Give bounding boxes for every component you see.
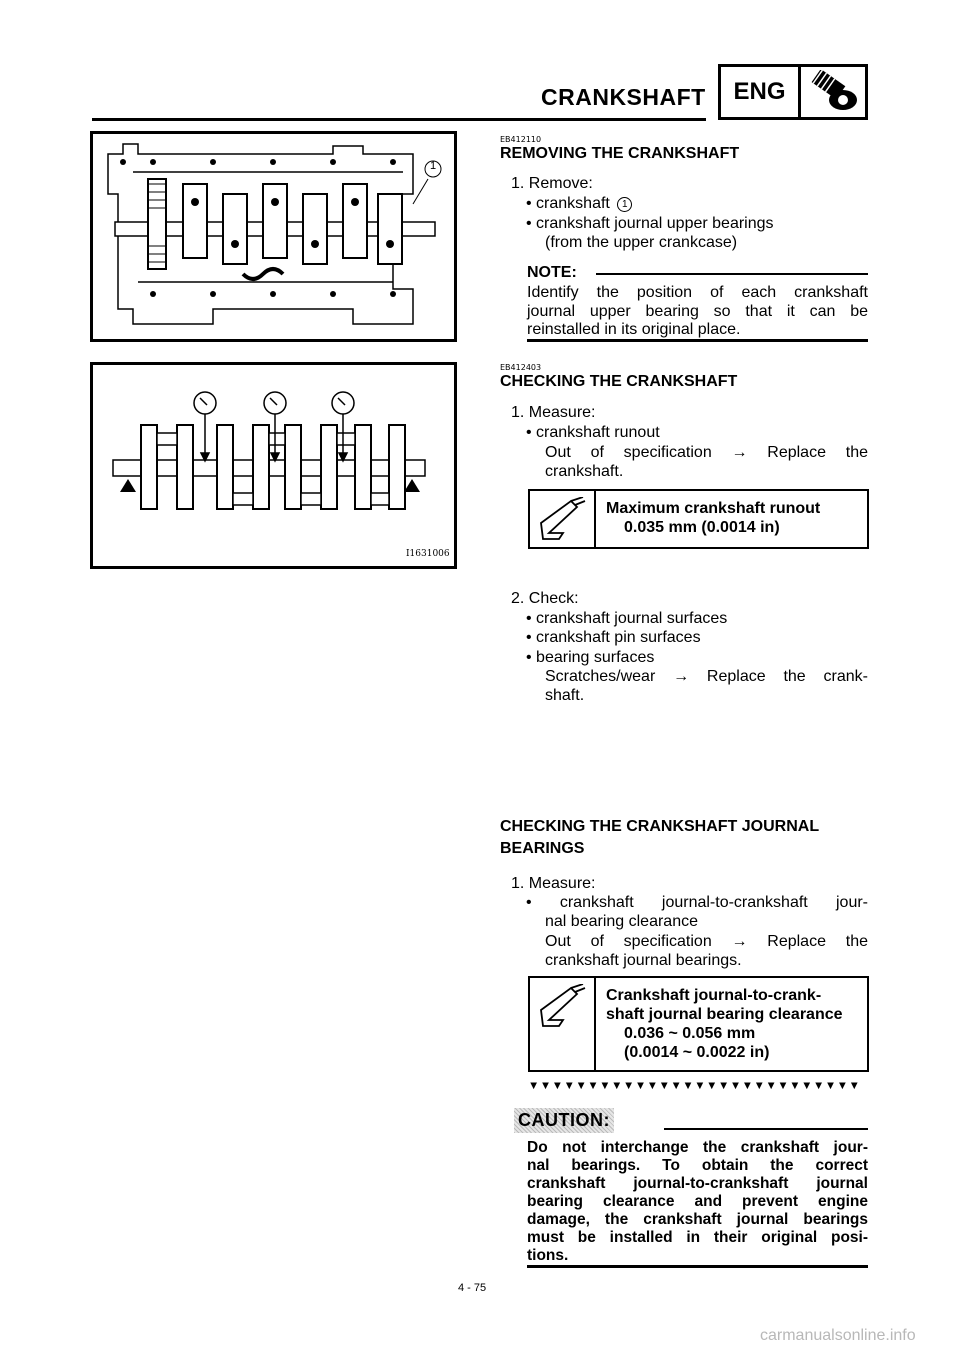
step-check: 2. Check: bbox=[511, 590, 579, 607]
scratches-instruction: Scratches/wear → Replace the crank- bbox=[545, 668, 868, 685]
spec-label-cont: shaft journal bearing clearance bbox=[606, 1006, 843, 1023]
bullet-text: • crankshaft bbox=[526, 195, 610, 212]
bullet-journal-surfaces: • crankshaft journal surfaces bbox=[526, 610, 728, 627]
spec-label: Crankshaft journal-to-crank- bbox=[606, 987, 822, 1004]
caution-line: must be installed in their original posi- bbox=[527, 1229, 868, 1246]
crankshaft-removal-figure bbox=[90, 131, 457, 342]
note-rule-top bbox=[596, 273, 868, 275]
figure-code: I1631006 bbox=[406, 549, 450, 559]
section-title-cont: BEARINGS bbox=[500, 840, 585, 857]
section-tab bbox=[718, 64, 868, 120]
runout-spec-box bbox=[528, 489, 869, 549]
bullet-upper-bearings-cont: (from the upper crankcase) bbox=[545, 234, 738, 251]
caution-line: tions. bbox=[527, 1247, 569, 1264]
caution-label: CAUTION: bbox=[514, 1108, 614, 1133]
section-code: EB412110 bbox=[500, 135, 542, 144]
header-rule bbox=[92, 118, 706, 121]
crankshaft-runout-figure bbox=[90, 362, 457, 569]
section-code: EB412403 bbox=[500, 363, 542, 372]
clearance-instruction-cont: crankshaft journal bearings. bbox=[545, 952, 742, 969]
note-rule-bottom bbox=[527, 339, 868, 342]
spec-label: Maximum crankshaft runout bbox=[606, 500, 821, 517]
scratches-instruction-cont: shaft. bbox=[545, 687, 585, 704]
section-title: CHECKING THE CRANKSHAFT bbox=[500, 373, 738, 390]
spec-value: 0.035 mm (0.0014 in) bbox=[624, 519, 780, 536]
clearance-instruction: Out of specification → Replace the bbox=[545, 933, 868, 950]
section-label: ENG bbox=[721, 67, 801, 117]
note-label: NOTE: bbox=[527, 264, 577, 281]
note-line: Identify the position of each crankshaft bbox=[527, 284, 868, 301]
step-measure: 1. Measure: bbox=[511, 404, 596, 421]
caution-line: nal bearings. To obtain the correct bbox=[527, 1157, 868, 1174]
caution-line: crankshaft journal-to-crankshaft journal bbox=[527, 1175, 868, 1192]
section-title: CHECKING THE CRANKSHAFT JOURNAL bbox=[500, 818, 820, 835]
bullet-runout: • crankshaft runout bbox=[526, 424, 660, 441]
bullet-bearing-surfaces: • bearing surfaces bbox=[526, 649, 655, 666]
page-header-title: CRANKSHAFT bbox=[541, 84, 706, 110]
callout-ref: 1 bbox=[617, 197, 632, 212]
spec-value-imperial: (0.0014 ~ 0.0022 in) bbox=[624, 1044, 770, 1061]
caution-rule-bottom bbox=[527, 1265, 868, 1268]
bullet-crankshaft bbox=[526, 194, 632, 213]
caution-line: bearing clearance and prevent engine bbox=[527, 1193, 868, 1210]
caution-line: Do not interchange the crankshaft jour- bbox=[527, 1139, 868, 1156]
caution-start-marks: ▼▼▼▼▼▼▼▼▼▼▼▼▼▼▼▼▼▼▼▼▼▼▼▼▼▼▼▼ bbox=[528, 1080, 861, 1092]
section-title: REMOVING THE CRANKSHAFT bbox=[500, 145, 740, 162]
caliper-icon bbox=[530, 491, 596, 547]
bullet-clearance-cont: nal bearing clearance bbox=[545, 913, 698, 930]
page-number: 4 - 75 bbox=[458, 1282, 487, 1294]
step-remove: 1. Remove: bbox=[511, 175, 593, 192]
caution-rule-top bbox=[664, 1128, 868, 1130]
caution-line: damage, the crankshaft journal bearings bbox=[527, 1211, 868, 1228]
runout-instruction-cont: crankshaft. bbox=[545, 463, 624, 480]
figure-callout-1: 1 bbox=[429, 160, 437, 172]
note-line: reinstalled in its original place. bbox=[527, 321, 741, 338]
bullet-pin-surfaces: • crankshaft pin surfaces bbox=[526, 629, 701, 646]
engine-icon bbox=[801, 67, 865, 117]
note-line: journal upper bearing so that it can be bbox=[527, 303, 868, 320]
clearance-spec-box bbox=[528, 976, 869, 1072]
runout-instruction: Out of specification → Replace the bbox=[545, 444, 868, 461]
caliper-icon bbox=[530, 978, 596, 1070]
bullet-clearance: • crankshaft journal-to-crankshaft jour- bbox=[526, 894, 868, 911]
watermark: carmanualsonline.info bbox=[760, 1327, 916, 1344]
bullet-upper-bearings: • crankshaft journal upper bearings bbox=[526, 215, 774, 232]
spec-value: 0.036 ~ 0.056 mm bbox=[624, 1025, 756, 1042]
step-measure: 1. Measure: bbox=[511, 875, 596, 892]
